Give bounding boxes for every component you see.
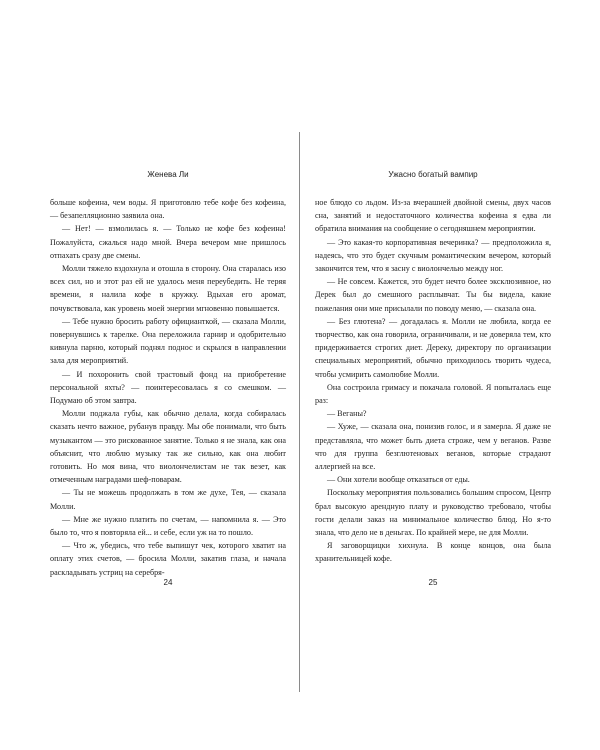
right-page-text <box>315 196 551 566</box>
paragraph: Она состроила гримасу и покачала головой. Я попыталась еще раз: <box>315 382 551 406</box>
paragraph: Молли поджала губы, как обычно делала, когда собиралась сказать нечто важное, рубанув правду. Мы обе понимали, что быть музыкантом — это рискованное занятие. Только я не знала, как она объяснит, что люблю музыку так же сильно, как она любит готовить. Но моя вина, что виолончелистам не так везет, как отмеченным наградами шеф-поварам. <box>50 409 286 485</box>
paragraph: Я заговорщицки хихнула. В конце концов, она была хранительницей кофе. <box>315 541 551 564</box>
paragraph: — Мне же нужно платить по счетам, — напомнила я. — Это было то, что я повторяла ей... и себе, если уж на то пошло. <box>50 514 286 538</box>
paragraph: — Это какая-то корпоративная вечеринка? — предположила я, надеясь, что это будет скучным романтическим вечером, который закончится тем, что я засну с виолончелью между ног. <box>315 237 551 274</box>
page-number-left: 24 <box>163 578 173 587</box>
running-head-author: Женева Ли <box>147 170 189 179</box>
paragraph: Молли тяжело вздохнула и отошла в сторону. Она старалась изо всех сил, но и этот раз ей не удалось меня переубедить. Не теряя времени, я налила кофе в кружку. Вдыхая его аромат, почувствовала, как уровень моей энергии мгновенно повышается. <box>50 264 286 313</box>
paragraph: — Веганы? <box>327 409 367 419</box>
paragraph: — Без глютена? — догадалась я. Молли не любила, когда ее творчество, как она говорила, ограничивали, и не доверяла тем, кто придерживается строгих диет. Дереку, директору по организации специальных мероприятий, обычно приходилось творить чудеса, чтобы усмирить самолюбие Молли. <box>315 316 551 379</box>
running-head-title: Ужасно богатый вампир <box>388 170 478 179</box>
paragraph: — Ты не можешь продолжать в том же духе, Тея, — сказала Молли. <box>50 488 286 511</box>
left-page-text <box>50 196 286 579</box>
paragraph: — Нет! — взмолилась я. — Только не кофе без кофеина! Пожалуйста, сжалься надо мной. Вчера вечером мне пришлось отпахать сразу две смены. <box>50 224 286 260</box>
paragraph: — Не совсем. Кажется, это будет нечто более эксклюзивное, но Дерек был до смешного расплывчат. Ты бы видела, какие пожелания они мне присылали по поводу меню, — сказала она. <box>315 277 551 313</box>
paragraph: — Тебе нужно бросить работу официанткой, — сказала Молли, повернувшись к тарелке. Она переложила гарнир и одобрительно кивнула парню, который поднял поднос и скрылся в направлении зала для мероприятий. <box>50 316 286 366</box>
paragraph: больше кофеина, чем воды. Я приготовлю тебе кофе без кофеина, — безапелляционно заявила она. <box>50 198 286 221</box>
paragraph: — И похоронить свой трастовый фонд на приобретение персональной яхты? — поинтересовалась я со смешком. — Подумаю об этом завтра. <box>50 369 286 406</box>
paragraph: — Что ж, убедись, что тебе выпишут чек, которого хватит на оплату этих счетов, — бросила Молли, закатив глаза, и начала раскладывать устриц на серебря- <box>50 541 286 577</box>
right-page <box>300 0 600 750</box>
paragraph: — Они хотели вообще отказаться от еды. <box>327 475 470 485</box>
paragraph: ное блюдо со льдом. Из-за вчерашней двойной смены, двух часов сна, занятий и недостаточного количества кофеина я едва ли обратила внимания на сообщение о сегодняшнем мероприятии. <box>315 198 551 234</box>
paragraph: — Хуже, — сказала она, понизив голос, и я замерла. Я даже не представляла, что может быть диета строже, чем у веганов. Разве что для группа безглютеновых веганов, которые страдают аллергией на все. <box>315 422 551 472</box>
paragraph: Поскольку мероприятия пользовались большим спросом, Центр брал высокую арендную плату и руководство требовало, чтобы гости делали заказ на минимальное количество блюд. Но я-то знала, что дело не в деньгах. По крайней мере, не для Молли. <box>315 488 551 538</box>
page-number-right: 25 <box>428 578 438 587</box>
